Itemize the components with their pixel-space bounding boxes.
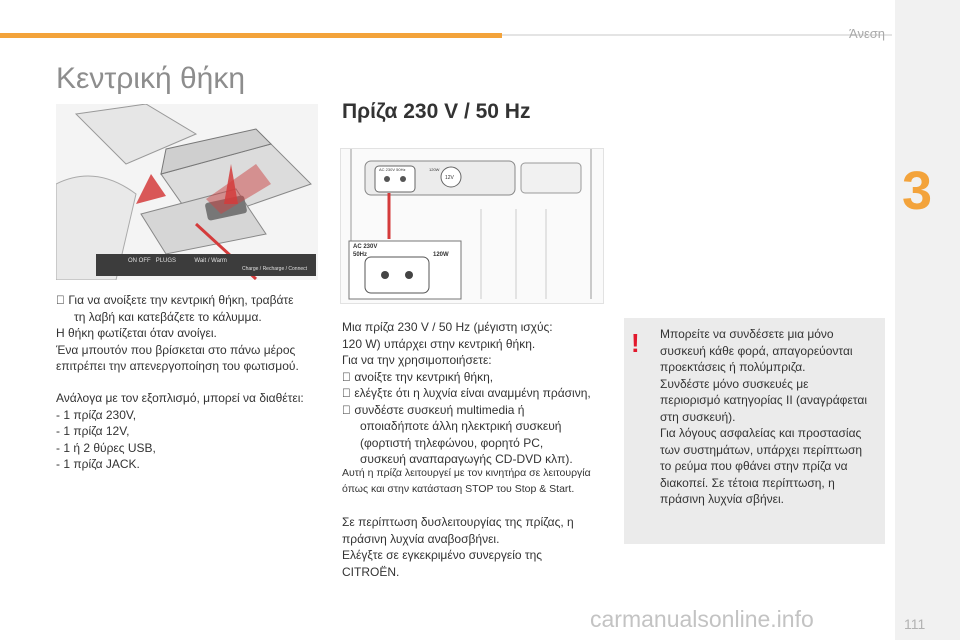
callout-frequency: 50Hz xyxy=(353,252,368,258)
text-line: πράσινη λυχνία σβήνει. xyxy=(660,492,784,506)
page-number: 111 xyxy=(904,616,926,632)
text-line: προεκτάσεις ή πολύμπριζα. xyxy=(660,360,806,374)
text-line: όπως και στην κατάσταση STOP του Stop & Start. xyxy=(342,483,575,495)
text-line: συσκευή κάθε φορά, απαγορεύονται xyxy=(660,343,853,358)
page-title: Κεντρική θήκη xyxy=(56,62,246,95)
text-line: Ένα μπουτόν που βρίσκεται στο πάνω μέρος xyxy=(56,342,296,357)
panel-label: Wait / Warm xyxy=(194,258,227,264)
bullet-item: συνδέστε συσκευή multimedia ή xyxy=(342,402,513,417)
text-line: Για λόγους ασφαλείας και προστασίας xyxy=(660,426,862,440)
list-item: - 1 ή 2 θύρες USB, xyxy=(56,440,156,455)
text-line: Ελέγξτε σε εγκεκριμένο συνεργείο της xyxy=(342,548,543,562)
text-line: πράσινη λυχνία αναβοσβήνει. xyxy=(342,531,500,546)
text-line: Μπορείτε να συνδέσετε μια μόνο xyxy=(660,327,834,341)
mid-text-block-1 xyxy=(342,319,591,468)
list-item: - 1 πρίζα 230V, xyxy=(56,407,137,422)
stop-start-note xyxy=(342,465,591,497)
storage-compartment-illustration xyxy=(56,104,318,280)
text-line: επιτρέπει την απενεργοποίηση του φωτισμού. xyxy=(56,359,299,373)
mid-text-block-2 xyxy=(342,514,574,580)
warning-icon: ! xyxy=(631,328,640,358)
header-rule xyxy=(502,34,892,36)
text-line: (φορτιστή τηλεφώνου, φορητό PC, xyxy=(360,435,544,450)
list-item: - 1 πρίζα JACK. xyxy=(56,457,140,471)
text-line: τη λαβή και κατεβάζετε το κάλυμμα. xyxy=(74,309,262,324)
small-socket-label: AC 230V 50Hz xyxy=(379,167,406,172)
text-line: Αυτή η πρίζα λειτουργεί με τον κινητήρα σε λειτουργία xyxy=(342,467,591,479)
bullet-item: ελέγξτε ότι η λυχνία είναι αναμμένη πράσινη, xyxy=(342,386,579,400)
text-line: συσκευή αναπαραγωγής CD-DVD κλπ). xyxy=(360,452,573,466)
text-line: 120 W) υπάρχει στην κεντρική θήκη. xyxy=(342,336,536,351)
warning-text xyxy=(660,326,867,508)
section-subtitle: Πρίζα 230 V / 50 Hz xyxy=(342,100,531,123)
left-text-block-1 xyxy=(56,292,299,375)
left-text-block-2 xyxy=(56,390,304,473)
bullet-item: ανοίξτε την κεντρική θήκη, xyxy=(342,369,481,384)
text-line: CITROËN. xyxy=(342,564,400,579)
list-item: - 1 πρίζα 12V, xyxy=(56,424,130,438)
text-line: Ανάλογα με τον εξοπλισμό, μπορεί να διαθέτει: xyxy=(56,391,304,405)
callout-power: 120W xyxy=(433,252,449,258)
socket-diagram xyxy=(340,148,604,304)
panel-label: ON OFF xyxy=(128,258,151,264)
text-line: Συνδέστε μόνο συσκευές με xyxy=(660,376,809,391)
text-line: Η θήκη φωτίζεται όταν ανοίγει. xyxy=(56,326,217,340)
watermark: carmanualsonline.info xyxy=(590,606,814,632)
text-line: περιορισμό κατηγορίας II (αναγράφεται xyxy=(660,393,867,407)
chapter-number: 3 xyxy=(902,161,933,221)
panel-label: PLUGS xyxy=(155,258,177,264)
text-line: Για να ανοίξετε την κεντρική θήκη, τραβάτε xyxy=(56,293,282,307)
text-line: το ρεύμα που φθάνει στην πρίζα να xyxy=(660,459,848,473)
text-line: Για να την χρησιμοποιήσετε: xyxy=(342,353,492,367)
text-line: Μια πρίζα 230 V / 50 Hz (μέγιστη ισχύς: xyxy=(342,320,553,334)
text-line: των συστημάτων, υπάρχει περίπτωση xyxy=(660,442,863,457)
header-accent-bar xyxy=(0,33,502,38)
small-power-label: 120W xyxy=(429,167,440,172)
chapter-tab xyxy=(895,0,960,640)
callout-voltage: AC 230V xyxy=(353,244,378,250)
section-title: Άνεση xyxy=(849,26,885,41)
panel-label: Charge / Recharge / Connect xyxy=(242,266,308,272)
text-line: οποιαδήποτε άλλη ηλεκτρική συσκευή xyxy=(360,419,562,433)
outlet-12v-label: 12V xyxy=(445,175,454,181)
text-line: διακοπεί. Σε τέτοια περίπτωση, η xyxy=(660,475,835,490)
text-line: στη συσκευή). xyxy=(660,409,736,424)
text-line: Σε περίπτωση δυσλειτουργίας της πρίζας, η xyxy=(342,515,574,529)
